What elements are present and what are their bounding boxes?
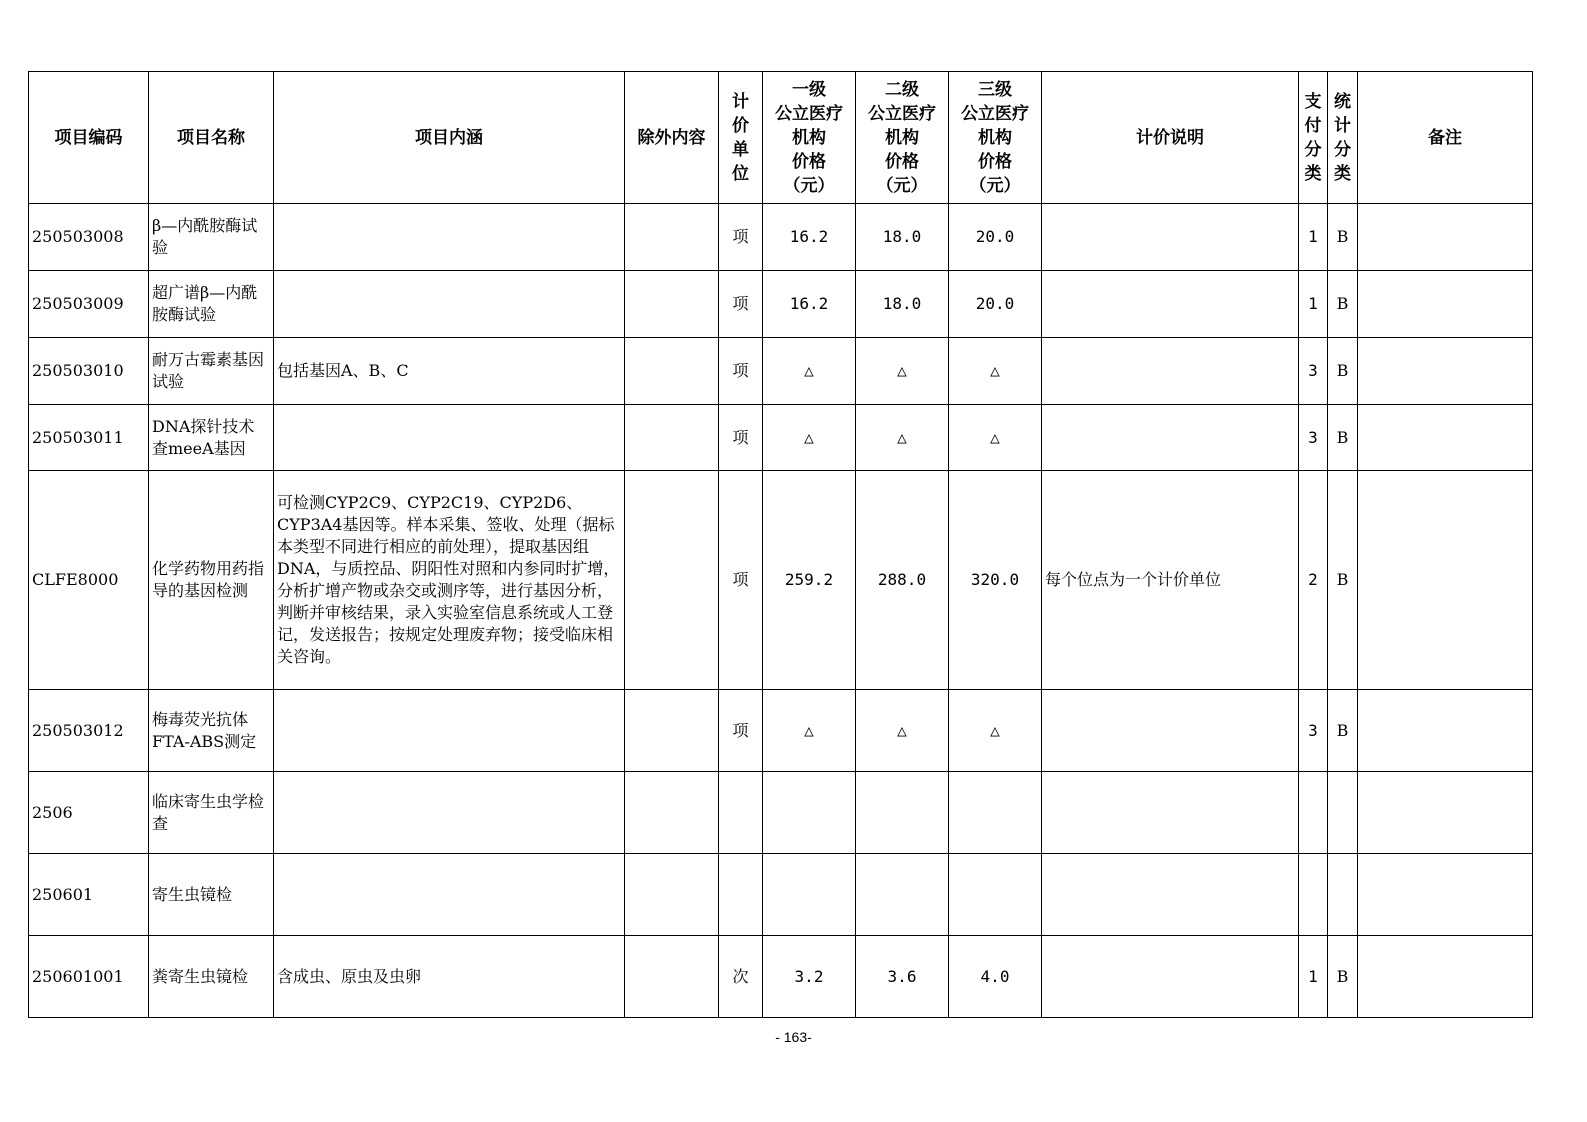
pricing-unit: 项 bbox=[719, 338, 763, 405]
item-exclude bbox=[625, 338, 719, 405]
pricing-unit: 项 bbox=[719, 204, 763, 271]
payment-class: 1 bbox=[1299, 204, 1328, 271]
header-pricing-note: 计价说明 bbox=[1042, 72, 1299, 204]
item-code: 250503008 bbox=[29, 204, 149, 271]
item-exclude bbox=[625, 690, 719, 772]
pricing-note: 每个位点为一个计价单位 bbox=[1042, 471, 1299, 690]
price-level2: △ bbox=[856, 338, 949, 405]
header-price-level3: 三级 公立医疗 机构 价格 （元） bbox=[949, 72, 1042, 204]
pricing-unit: 项 bbox=[719, 690, 763, 772]
page-number: - 163- bbox=[775, 1029, 812, 1045]
payment-class: 3 bbox=[1299, 338, 1328, 405]
table-row bbox=[29, 772, 1533, 854]
item-exclude bbox=[625, 271, 719, 338]
payment-class: 1 bbox=[1299, 936, 1328, 1018]
item-content bbox=[274, 690, 625, 772]
item-content bbox=[274, 405, 625, 471]
item-name: 超广谱β—内酰胺酶试验 bbox=[149, 271, 274, 338]
remark bbox=[1358, 854, 1533, 936]
stat-class: B bbox=[1328, 405, 1358, 471]
pricing-note bbox=[1042, 271, 1299, 338]
item-code: 250503009 bbox=[29, 271, 149, 338]
price-level1: △ bbox=[763, 338, 856, 405]
header-price-level1: 一级 公立医疗 机构 价格 （元） bbox=[763, 72, 856, 204]
price-level2 bbox=[856, 854, 949, 936]
price-level3: △ bbox=[949, 338, 1042, 405]
price-level3: △ bbox=[949, 690, 1042, 772]
remark bbox=[1358, 690, 1533, 772]
pricing-note bbox=[1042, 690, 1299, 772]
pricing-unit bbox=[719, 854, 763, 936]
remark bbox=[1358, 405, 1533, 471]
pricing-unit: 项 bbox=[719, 405, 763, 471]
price-level2: △ bbox=[856, 690, 949, 772]
item-exclude bbox=[625, 854, 719, 936]
price-level3 bbox=[949, 772, 1042, 854]
item-content bbox=[274, 204, 625, 271]
stat-class bbox=[1328, 772, 1358, 854]
item-name: 化学药物用药指导的基因检测 bbox=[149, 471, 274, 690]
price-level3: 20.0 bbox=[949, 204, 1042, 271]
header-price-level2: 二级 公立医疗 机构 价格 （元） bbox=[856, 72, 949, 204]
table-row bbox=[29, 471, 1533, 690]
stat-class bbox=[1328, 854, 1358, 936]
pricing-unit: 次 bbox=[719, 936, 763, 1018]
price-level1 bbox=[763, 854, 856, 936]
pricing-note bbox=[1042, 204, 1299, 271]
price-level3: 4.0 bbox=[949, 936, 1042, 1018]
item-content: 含成虫、原虫及虫卵 bbox=[274, 936, 625, 1018]
table-row bbox=[29, 936, 1533, 1018]
header-payment-class: 支 付 分 类 bbox=[1299, 72, 1328, 204]
item-name: 临床寄生虫学检查 bbox=[149, 772, 274, 854]
pricing-note bbox=[1042, 936, 1299, 1018]
stat-class: B bbox=[1328, 936, 1358, 1018]
item-name: 耐万古霉素基因试验 bbox=[149, 338, 274, 405]
price-level3: △ bbox=[949, 405, 1042, 471]
price-level2: △ bbox=[856, 405, 949, 471]
price-level2: 18.0 bbox=[856, 271, 949, 338]
pricing-unit bbox=[719, 772, 763, 854]
header-name: 项目名称 bbox=[149, 72, 274, 204]
item-code: 250503010 bbox=[29, 338, 149, 405]
price-level1: 259.2 bbox=[763, 471, 856, 690]
price-level3: 20.0 bbox=[949, 271, 1042, 338]
header-remark: 备注 bbox=[1358, 72, 1533, 204]
item-exclude bbox=[625, 772, 719, 854]
stat-class: B bbox=[1328, 271, 1358, 338]
header-code: 项目编码 bbox=[29, 72, 149, 204]
header-exclude: 除外内容 bbox=[625, 72, 719, 204]
payment-class: 2 bbox=[1299, 471, 1328, 690]
stat-class: B bbox=[1328, 690, 1358, 772]
price-level1: 16.2 bbox=[763, 271, 856, 338]
remark bbox=[1358, 338, 1533, 405]
price-level1: △ bbox=[763, 690, 856, 772]
price-level2: 3.6 bbox=[856, 936, 949, 1018]
stat-class: B bbox=[1328, 471, 1358, 690]
stat-class: B bbox=[1328, 338, 1358, 405]
item-exclude bbox=[625, 405, 719, 471]
item-content bbox=[274, 854, 625, 936]
stat-class: B bbox=[1328, 204, 1358, 271]
item-exclude bbox=[625, 204, 719, 271]
header-row bbox=[29, 72, 1533, 204]
price-level3: 320.0 bbox=[949, 471, 1042, 690]
pricing-note bbox=[1042, 854, 1299, 936]
item-name: 梅毒荧光抗体FTA-ABS测定 bbox=[149, 690, 274, 772]
item-content bbox=[274, 772, 625, 854]
payment-class: 3 bbox=[1299, 690, 1328, 772]
payment-class: 3 bbox=[1299, 405, 1328, 471]
payment-class bbox=[1299, 772, 1328, 854]
price-level3 bbox=[949, 854, 1042, 936]
header-unit: 计 价 单 位 bbox=[719, 72, 763, 204]
pricing-note bbox=[1042, 338, 1299, 405]
pricing-unit: 项 bbox=[719, 271, 763, 338]
remark bbox=[1358, 936, 1533, 1018]
item-name: 粪寄生虫镜检 bbox=[149, 936, 274, 1018]
item-code: 250503011 bbox=[29, 405, 149, 471]
table-row bbox=[29, 271, 1533, 338]
item-code: CLFE8000 bbox=[29, 471, 149, 690]
pricing-unit: 项 bbox=[719, 471, 763, 690]
pricing-note bbox=[1042, 772, 1299, 854]
header-stat-class: 统 计 分 类 bbox=[1328, 72, 1358, 204]
price-level1: △ bbox=[763, 405, 856, 471]
item-code: 250503012 bbox=[29, 690, 149, 772]
table-row bbox=[29, 690, 1533, 772]
item-code: 2506 bbox=[29, 772, 149, 854]
remark bbox=[1358, 471, 1533, 690]
table-row bbox=[29, 338, 1533, 405]
price-level1: 3.2 bbox=[763, 936, 856, 1018]
table-row bbox=[29, 204, 1533, 271]
price-level1 bbox=[763, 772, 856, 854]
remark bbox=[1358, 271, 1533, 338]
header-content: 项目内涵 bbox=[274, 72, 625, 204]
price-level2: 18.0 bbox=[856, 204, 949, 271]
table-row bbox=[29, 854, 1533, 936]
item-name: DNA探针技术查meeA基因 bbox=[149, 405, 274, 471]
item-name: 寄生虫镜检 bbox=[149, 854, 274, 936]
item-code: 250601 bbox=[29, 854, 149, 936]
remark bbox=[1358, 772, 1533, 854]
item-content: 可检测CYP2C9、CYP2C19、CYP2D6、CYP3A4基因等。样本采集、签收、处理（据标本类型不同进行相应的前处理），提取基因组DNA，与质控品、阴阳性对照和内参同时扩增，分析扩增产物或杂交或测序等，进行基因分析，判断并审核结果，录入实验室信息系统或人工登记，发送报告；按规定处理废弃物；接受临床相关咨询。 bbox=[274, 471, 625, 690]
price-level2: 288.0 bbox=[856, 471, 949, 690]
pricing-note bbox=[1042, 405, 1299, 471]
item-name: β—内酰胺酶试验 bbox=[149, 204, 274, 271]
price-level2 bbox=[856, 772, 949, 854]
payment-class: 1 bbox=[1299, 271, 1328, 338]
item-content bbox=[274, 271, 625, 338]
price-table bbox=[28, 71, 1533, 1018]
item-content: 包括基因A、B、C bbox=[274, 338, 625, 405]
item-exclude bbox=[625, 471, 719, 690]
item-code: 250601001 bbox=[29, 936, 149, 1018]
price-level1: 16.2 bbox=[763, 204, 856, 271]
payment-class bbox=[1299, 854, 1328, 936]
item-exclude bbox=[625, 936, 719, 1018]
table-row bbox=[29, 405, 1533, 471]
remark bbox=[1358, 204, 1533, 271]
